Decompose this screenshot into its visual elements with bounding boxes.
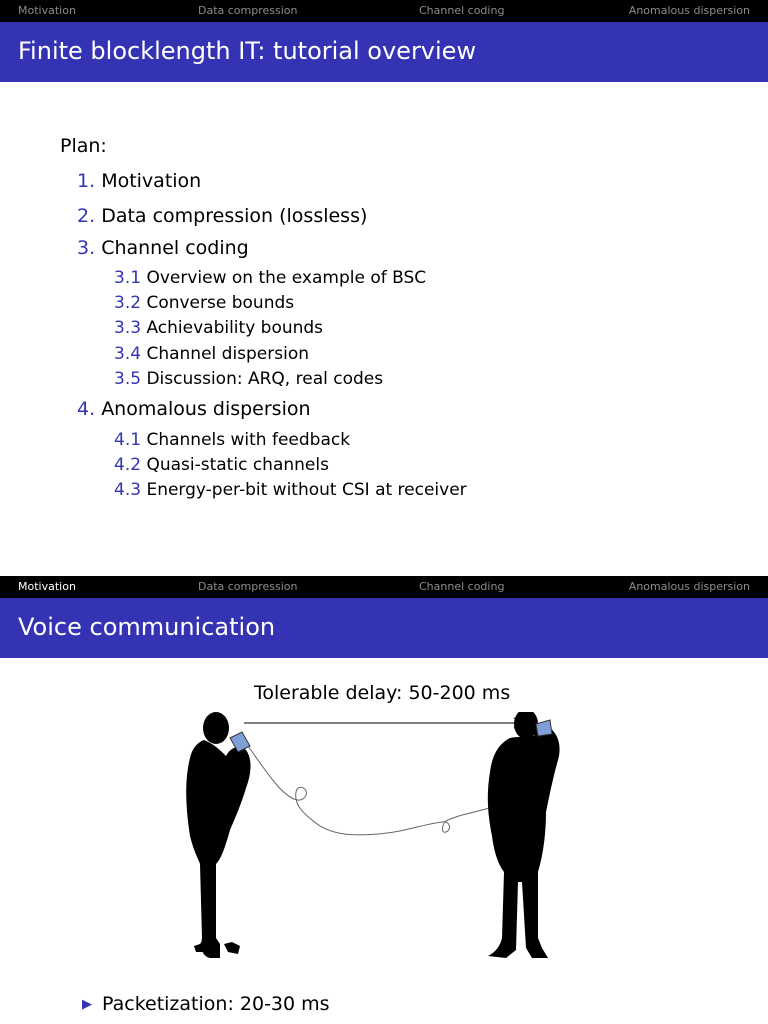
toc-subitem-3-1[interactable] xyxy=(114,268,426,288)
plan-label: Plan: xyxy=(60,135,107,157)
toc-number: 1. xyxy=(77,170,96,192)
bullet-triangle-icon: ▶ xyxy=(82,997,92,1012)
toc-number: 3.5 xyxy=(114,369,142,389)
listener-silhouette-icon xyxy=(488,712,560,958)
toc-label: Motivation xyxy=(101,170,202,192)
toc-number: 4.2 xyxy=(114,455,142,475)
toc-label: Channels with feedback xyxy=(146,430,351,450)
navigation-bar xyxy=(0,0,768,22)
tin-can-phone-icon xyxy=(536,720,552,736)
nav-link-data-compression[interactable]: Data compression xyxy=(198,4,298,17)
toc-label: Overview on the example of BSC xyxy=(146,268,427,288)
toc-number: 3.3 xyxy=(114,318,142,338)
toc-number: 3.4 xyxy=(114,344,142,364)
title-bar xyxy=(0,598,768,658)
toc-item-motivation[interactable] xyxy=(77,170,201,192)
toc-subitem-3-2[interactable] xyxy=(114,293,294,313)
nav-link-channel-coding[interactable]: Channel coding xyxy=(419,4,505,17)
toc-item-channel-coding[interactable] xyxy=(77,237,249,259)
navigation-bar xyxy=(0,576,768,598)
tin-can-phone-illustration xyxy=(180,712,600,974)
slide-title: Voice communication xyxy=(18,613,276,641)
toc-label: Energy-per-bit without CSI at receiver xyxy=(146,480,467,500)
nav-link-motivation[interactable]: Motivation xyxy=(18,4,76,17)
toc-label: Discussion: ARQ, real codes xyxy=(146,369,384,389)
toc-number: 4.1 xyxy=(114,430,142,450)
toc-subitem-4-3[interactable] xyxy=(114,480,467,500)
toc-item-data-compression[interactable] xyxy=(77,205,367,227)
title-bar xyxy=(0,22,768,82)
nav-link-motivation-active[interactable]: Motivation xyxy=(18,580,76,593)
toc-number: 3. xyxy=(77,237,96,259)
toc-label: Channel coding xyxy=(101,237,249,259)
slide-voice-communication xyxy=(0,576,768,1024)
arrow-right-icon xyxy=(244,718,524,728)
toc-number: 2. xyxy=(77,205,96,227)
nav-link-channel-coding[interactable]: Channel coding xyxy=(419,580,505,593)
toc-subitem-4-2[interactable] xyxy=(114,455,329,475)
toc-number: 4.3 xyxy=(114,480,142,500)
toc-subitem-3-4[interactable] xyxy=(114,344,309,364)
toc-subitem-4-1[interactable] xyxy=(114,430,350,450)
toc-label: Achievability bounds xyxy=(146,318,324,338)
toc-item-anomalous-dispersion[interactable] xyxy=(77,398,311,420)
toc-subitem-3-3[interactable] xyxy=(114,318,323,338)
bullet-text: Packetization: 20-30 ms xyxy=(102,993,330,1015)
toc-number: 4. xyxy=(77,398,96,420)
toc-label: Anomalous dispersion xyxy=(101,398,311,420)
toc-label: Data compression (lossless) xyxy=(101,205,368,227)
delay-label: Tolerable delay: 50-200 ms xyxy=(254,682,511,704)
toc-subitem-3-5[interactable] xyxy=(114,369,383,389)
toc-label: Converse bounds xyxy=(146,293,295,313)
slide-title: Finite blocklength IT: tutorial overview xyxy=(18,37,477,65)
toc-number: 3.2 xyxy=(114,293,142,313)
nav-link-anomalous-dispersion[interactable]: Anomalous dispersion xyxy=(628,4,750,17)
nav-link-anomalous-dispersion[interactable]: Anomalous dispersion xyxy=(628,580,750,593)
toc-number: 3.1 xyxy=(114,268,142,288)
toc-label: Quasi-static channels xyxy=(146,455,329,475)
toc-label: Channel dispersion xyxy=(146,344,310,364)
nav-link-data-compression[interactable]: Data compression xyxy=(198,580,298,593)
bullet-item xyxy=(82,993,330,1015)
